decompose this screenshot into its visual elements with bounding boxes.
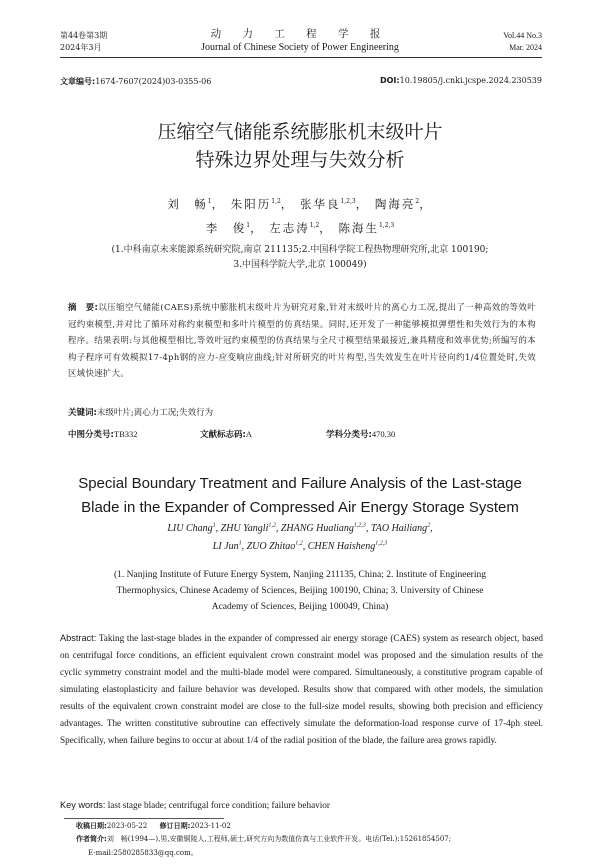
author-en: LI Jun$^1$, bbox=[212, 540, 247, 552]
header-right bbox=[503, 30, 542, 54]
footnote-dates bbox=[76, 821, 231, 832]
doi-label: DOI: bbox=[379, 76, 400, 85]
doi-value: 10.19805/j.cnki.jcspe.2024.230539 bbox=[399, 76, 542, 85]
author-info-text: 刘 畅(1994—),男,安徽铜陵人,工程师,硕士,研究方向为数值仿真与工业软件开发。电话(Tel.):15261854507; bbox=[106, 835, 452, 843]
article-number-label: 文章编号: bbox=[60, 77, 96, 86]
abstract-cn-text: 以压缩空气储能(CAES)系统中膨胀机末级叶片为研究对象,针对末级叶片的离心力工况,提出了一种高效的等效叶冠约束模型,并对比了循环对称约束模型和多叶片模型的仿真结果。同时,还开发了一种能够模拟弹塑性和失效行为的本构程序。结果表明:与其他模型相比,等效叶冠约束模型的仿真结果与全尺寸模型结果最接近,兼具精度和效率优势;所编写的本构子程序可有效模拟17-4ph钢的应力-应变响应曲线;针对所研究的叶片构型,当失效发生在叶片径向约1/4位置处时,失效区域快速扩大。 bbox=[68, 302, 537, 378]
author-cn: 陶海亮$^2$， bbox=[374, 197, 433, 211]
journal-name-en: Journal of Chinese Society of Power Engineering bbox=[201, 42, 399, 53]
received-label: 收稿日期: bbox=[76, 822, 107, 830]
author-info-label: 作者简介: bbox=[76, 835, 107, 843]
document-code: 文献标志码:A bbox=[200, 429, 253, 440]
header-divider bbox=[60, 57, 542, 58]
keywords-en-text: last stage blade; centrifugal force condition; failure behavior bbox=[107, 800, 330, 810]
authors-cn-line1 bbox=[0, 192, 600, 216]
clc-number: 中图分类号:TB332 bbox=[68, 429, 138, 440]
date-en: Mar. 2024 bbox=[509, 43, 542, 52]
author-en: ZHU Yangli$^{1,2}$, bbox=[220, 522, 281, 534]
revised-label: 修订日期: bbox=[159, 822, 191, 830]
author-en: LIU Chang$^1$, bbox=[167, 522, 221, 534]
author-cn: 刘 畅$^1$， bbox=[167, 197, 226, 211]
authors-cn bbox=[0, 192, 600, 240]
authors-cn-line2 bbox=[0, 216, 600, 240]
affiliation-cn bbox=[0, 243, 600, 273]
subject-code: 学科分类号:470.30 bbox=[326, 429, 396, 440]
date-cn: 2024年3月 bbox=[60, 43, 102, 52]
footnote-email: E-mail:2580285833@qq.com。 bbox=[88, 849, 198, 857]
affiliation-en-line1: (1. Nanjing Institute of Future Energy System, Nanjing 211135, China; 2. Institute of Engineering bbox=[114, 570, 486, 580]
title-cn-line2: 特殊边界处理与失效分析 bbox=[195, 149, 405, 171]
keywords-en bbox=[60, 800, 330, 810]
affiliation-en-line3: Academy of Sciences, Beijing 100049, China) bbox=[211, 602, 389, 612]
affiliation-en-line2: Thermophysics, Chinese Academy of Sciences, Beijing 100190, China; 3. University of Chinese bbox=[116, 586, 484, 596]
title-cn bbox=[0, 118, 600, 174]
keywords-cn bbox=[68, 406, 213, 418]
affiliation-en bbox=[0, 567, 600, 615]
footnote-divider bbox=[64, 818, 224, 819]
journal-name-cn: 动 力 工 程 学 报 bbox=[210, 28, 390, 40]
received-date: 2023-05-22 bbox=[106, 822, 148, 830]
abstract-cn bbox=[68, 299, 536, 382]
keywords-cn-text: 末级叶片;离心力工况;失效行为 bbox=[96, 408, 214, 418]
header-center bbox=[150, 27, 450, 55]
article-number bbox=[60, 76, 211, 87]
abstract-en bbox=[60, 630, 543, 749]
affiliation-cn-line1: (1.中科南京未来能源系统研究院,南京 211135;2.中国科学院工程热物理研究所,北京 100190; bbox=[111, 245, 489, 255]
author-en: TAO Hailiang$^2$, bbox=[370, 522, 433, 534]
abstract-en-text: Taking the last-stage blades in the expander of compressed air energy storage (CAES) system as research object, based on centrifugal force conditions, an efficient equivalent crown constraint model was proposed and the simulation results of the cyclic symmetry constraint model and the multi-blade model were compared. Simultaneously, a constitutive program capable of simulating elastoplasticity and failure behavior was developed. Results show that compared with other models, the simulation results of the equivalent crown constraint model are close to the full-size model results, showing both precision and efficiency advantages. The written constitutive subroutine can effectively simulate the deformation-load response curve of 17-4ph steel. Specifically, when failure begins to occur at about 1/4 of the radial position of the blade, the failure area grows rapidly. bbox=[60, 633, 543, 745]
title-en-line1: Special Boundary Treatment and Failure Analysis of the Last-stage bbox=[78, 475, 522, 492]
author-cn: 陈海生$^{1,2,3}$ bbox=[338, 221, 395, 235]
article-number-value: 1674-7607(2024)03-0355-06 bbox=[95, 77, 212, 86]
keywords-en-label: Key words: bbox=[60, 800, 106, 810]
authors-en bbox=[0, 520, 600, 556]
author-cn: 张华良$^{1,2,3}$， bbox=[299, 197, 370, 211]
header-left bbox=[60, 30, 107, 54]
title-cn-line1: 压缩空气储能系统膨胀机末级叶片 bbox=[157, 121, 443, 143]
affiliation-cn-line2: 3.中国科学院大学,北京 100049) bbox=[233, 260, 367, 270]
volume-en: Vol.44 No.3 bbox=[503, 31, 542, 40]
revised-date: 2023-11-02 bbox=[190, 822, 231, 830]
title-en bbox=[0, 472, 600, 520]
author-cn: 左志涛$^{1,2}$， bbox=[269, 221, 333, 235]
doi bbox=[380, 76, 542, 85]
volume-cn: 第44卷第3期 bbox=[60, 31, 108, 40]
authors-en-line1 bbox=[0, 520, 600, 538]
author-en: ZUO Zhitao$^{1,2}$, bbox=[246, 540, 308, 552]
keywords-cn-label: 关键词: bbox=[68, 408, 97, 418]
author-cn: 李 俊$^1$， bbox=[205, 221, 264, 235]
title-en-line2: Blade in the Expander of Compressed Air Energy Storage System bbox=[81, 499, 519, 516]
abstract-cn-label: 摘 要: bbox=[68, 302, 99, 312]
author-en: ZHANG Hualiang$^{1,2,3}$, bbox=[280, 522, 371, 534]
authors-en-line2 bbox=[0, 538, 600, 556]
journal-header bbox=[0, 0, 600, 62]
abstract-en-label: Abstract: bbox=[60, 633, 97, 643]
author-en: CHEN Haisheng$^{1,2,3}$ bbox=[307, 540, 388, 552]
author-cn: 朱阳历$^{1,2}$， bbox=[230, 197, 295, 211]
footnote-author bbox=[76, 834, 546, 845]
